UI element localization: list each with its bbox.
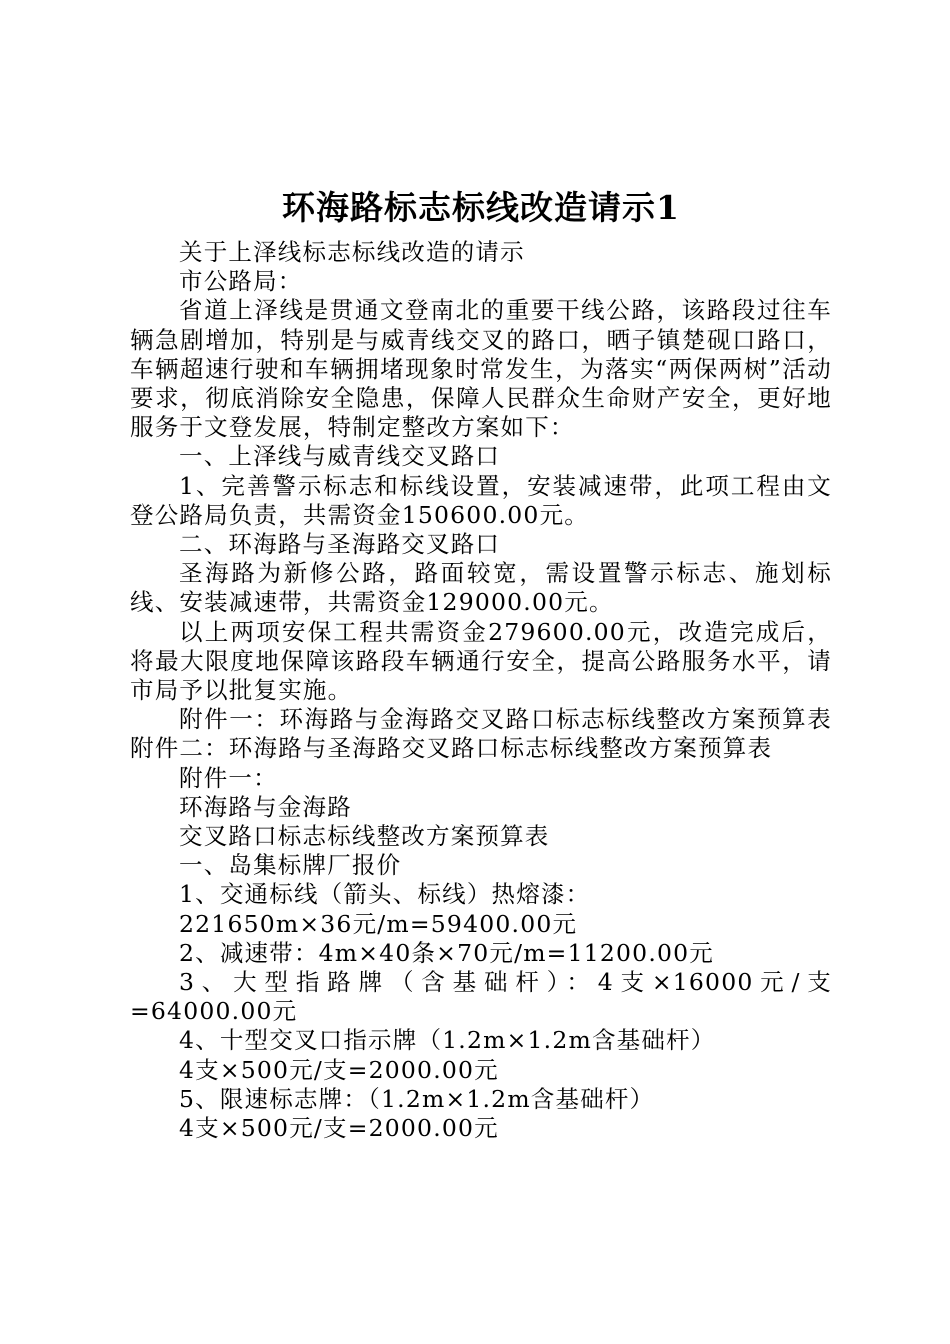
body-paragraph-intro: 省道上泽线是贯通文登南北的重要干线公路，该路段过往车辆急剧增加，特别是与威青线交叉的路口，晒子镇楚砚口路口，车辆超速行驶和车辆拥堵现象时常发生，为落实“两保两树”活动要求，彻底消除安全隐患，保障人民群众生命财产安全，更好地服务于文登发展，特制定整改方案如下：: [130, 296, 832, 442]
body-paragraph-section-2: 圣海路为新修公路，路面较宽，需设置警示标志、施划标线、安装减速带，共需资金129000.00元。: [130, 559, 832, 617]
document-page: [130, 186, 832, 1143]
budget-item-5-amount: 4支×500元/支=2000.00元: [179, 1114, 499, 1143]
body-paragraph-summary: 以上两项安保工程共需资金279600.00元，改造完成后，将最大限度地保障该路段车辆通行安全，提高公路服务水平，请市局予以批复实施。: [130, 617, 832, 705]
quote-heading: 一、岛集标牌厂报价: [179, 851, 402, 880]
budget-item-3: 3、大型指路牌（含基础杆）：4支×16000元/支=64000.00元: [130, 968, 832, 1026]
budget-item-2: 2、减速带：4m×40条×70元/m=11200.00元: [179, 938, 714, 967]
attachments-line: 附件一：环海路与金海路交叉路口标志标线整改方案预算表附件二：环海路与圣海路交叉路口标志标线整改方案预算表: [130, 705, 832, 763]
body-paragraph-section-1: 1、完善警示标志和标线设置，安装减速带，此项工程由文登公路局负责，共需资金150600.00元。: [130, 471, 832, 529]
budget-item-5: 5、限速标志牌：（1.2m×1.2m含基础杆）: [179, 1084, 655, 1113]
section-heading-2: 二、环海路与圣海路交叉路口: [179, 530, 501, 559]
attachment-one-title-line-2: 交叉路口标志标线整改方案预算表: [179, 822, 550, 851]
attachment-one-label: 附件一：: [179, 763, 278, 792]
budget-item-4-amount: 4支×500元/支=2000.00元: [179, 1055, 499, 1084]
recipient-line: 市公路局：: [179, 267, 303, 296]
budget-item-1: 1、交通标线（箭头、标线）热熔漆：: [179, 880, 591, 909]
section-heading-1: 一、上泽线与威青线交叉路口: [179, 442, 501, 471]
attachment-one-title-line-1: 环海路与金海路: [179, 792, 352, 821]
document-title: 环海路标志标线改造请示1: [282, 188, 680, 227]
budget-item-4: 4、十型交叉口指示牌（1.2m×1.2m含基础杆）: [179, 1026, 716, 1055]
budget-item-1-amount: 221650m×36元/m=59400.00元: [179, 909, 578, 938]
subject-line: 关于上泽线标志标线改造的请示: [179, 238, 525, 266]
